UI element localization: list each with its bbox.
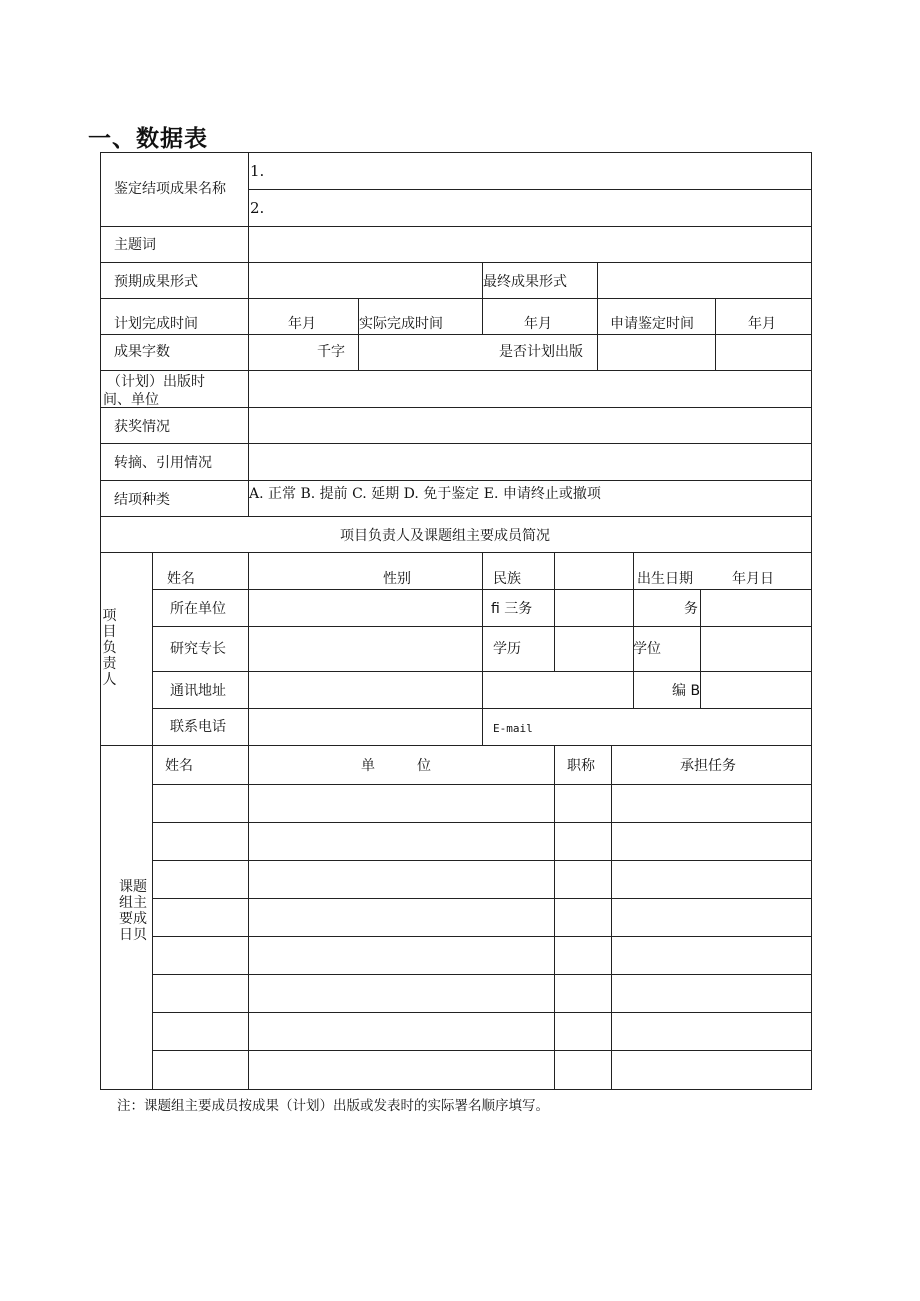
member-name-cell[interactable] (153, 937, 248, 974)
actual-time-value[interactable]: 年月 (524, 316, 552, 332)
result-name-label: 鉴定结项成果名称 (114, 181, 226, 197)
member-title-cell[interactable] (555, 785, 611, 822)
member-unit-cell[interactable] (249, 823, 554, 860)
member-title-cell[interactable] (555, 861, 611, 898)
member-unit-cell[interactable] (249, 861, 554, 898)
citation-label: 转摘、引用情况 (114, 455, 212, 471)
members-name-header: 姓名 (165, 758, 193, 774)
member-name-cell[interactable] (153, 899, 248, 936)
leader-postcode-label: 编 B (672, 683, 701, 699)
leader-ethnicity-label: 民族 (493, 571, 521, 587)
grid-line (482, 552, 483, 745)
members-task-header: 承担任务 (680, 758, 736, 774)
leader-unit-label: 所在单位 (170, 601, 226, 617)
final-form-cell[interactable] (598, 263, 811, 298)
word-count-unit[interactable]: 千字 (317, 344, 345, 360)
grid-line (482, 298, 483, 334)
member-task-cell[interactable] (612, 785, 811, 822)
member-title-cell[interactable] (555, 1051, 611, 1088)
member-unit-cell[interactable] (249, 975, 554, 1012)
final-form-label: 最终成果形式 (483, 274, 567, 290)
result-name-item-2: 2. (250, 199, 265, 217)
member-title-cell[interactable] (555, 937, 611, 974)
member-title-cell[interactable] (555, 1013, 611, 1050)
member-unit-cell[interactable] (249, 1013, 554, 1050)
publish-info-label-line1: （计划）出版时 (107, 374, 205, 390)
word-count-label: 成果字数 (114, 344, 170, 360)
result-name-item-1: 1. (250, 162, 265, 180)
category-options[interactable]: A. 正常 B. 提前 C. 延期 D. 免于鉴定 E. 申请终止或撤项 (249, 486, 601, 502)
grid-line (100, 745, 812, 746)
member-task-cell[interactable] (612, 975, 811, 1012)
leader-specialty-label: 研究专长 (170, 641, 226, 657)
leader-post-label-a: fi 三务 (491, 601, 533, 617)
publish-info-label-line2: 间、单位 (103, 392, 159, 408)
result-name-1-cell[interactable] (268, 153, 811, 189)
leader-address-label: 通讯地址 (170, 683, 226, 699)
plan-time-value[interactable]: 年月 (288, 316, 316, 332)
grid-line (811, 152, 812, 1090)
keywords-label: 主题词 (114, 237, 156, 253)
grid-line (700, 589, 701, 708)
member-task-cell[interactable] (612, 899, 811, 936)
member-name-cell[interactable] (153, 823, 248, 860)
leader-name-label: 姓名 (167, 571, 195, 587)
member-unit-cell[interactable] (249, 1051, 554, 1088)
footnote: 注：课题组主要成员按成果（计划）出版或发表时的实际署名顺序填写。 (117, 1098, 549, 1114)
publish-plan-cell[interactable] (598, 335, 715, 370)
grid-line (715, 298, 716, 370)
member-task-cell[interactable] (612, 937, 811, 974)
section-header: 项目负责人及课题组主要成员简况 (340, 528, 550, 544)
leader-degree-label: 学位 (633, 641, 661, 657)
grid-line (100, 516, 812, 517)
leader-post-label-b: 务 (684, 601, 698, 617)
leader-side-label: 项目负责人 (102, 608, 117, 688)
member-task-cell[interactable] (612, 861, 811, 898)
data-table (100, 152, 812, 1090)
leader-name-cell[interactable] (249, 553, 309, 589)
grid-line (100, 298, 812, 299)
leader-phone-cell[interactable] (249, 709, 482, 745)
leader-email-label: E-mail (493, 722, 533, 735)
leader-phone-label: 联系电话 (170, 719, 226, 735)
leader-address-cell[interactable] (249, 672, 633, 708)
member-name-cell[interactable] (153, 1051, 248, 1088)
members-side-label: 课题组主要成日贝 (119, 879, 147, 943)
grid-line (633, 552, 634, 708)
grid-line (100, 1089, 812, 1090)
member-name-cell[interactable] (153, 975, 248, 1012)
section-title: 一、数据表 (88, 126, 208, 152)
leader-birth-label: 出生日期 (637, 571, 693, 587)
expected-form-cell[interactable] (249, 263, 482, 298)
leader-gender-label: 性别 (383, 571, 411, 587)
grid-line (358, 298, 359, 370)
apply-time-value[interactable]: 年月 (748, 316, 776, 332)
member-name-cell[interactable] (153, 861, 248, 898)
member-unit-cell[interactable] (249, 785, 554, 822)
members-unit-header: 单 位 (361, 758, 431, 774)
members-title-header: 职称 (567, 758, 595, 774)
publish-plan-label: 是否计划出版 (499, 344, 583, 360)
keywords-cell[interactable] (249, 227, 811, 262)
grid-line (554, 552, 555, 671)
apply-time-label: 申请鉴定时间 (610, 316, 694, 332)
grid-line (100, 480, 812, 481)
expected-form-label: 预期成果形式 (114, 274, 198, 290)
awards-cell[interactable] (249, 408, 811, 443)
member-task-cell[interactable] (612, 1051, 811, 1088)
grid-line (100, 552, 812, 553)
member-unit-cell[interactable] (249, 899, 554, 936)
leader-email-cell[interactable] (555, 709, 811, 745)
actual-time-label: 实际完成时间 (359, 316, 443, 332)
member-unit-cell[interactable] (249, 937, 554, 974)
member-task-cell[interactable] (612, 1013, 811, 1050)
member-title-cell[interactable] (555, 975, 611, 1012)
member-name-cell[interactable] (153, 1013, 248, 1050)
awards-label: 获奖情况 (114, 419, 170, 435)
plan-time-label: 计划完成时间 (114, 316, 198, 332)
leader-unit-cell[interactable] (249, 590, 482, 626)
grid-line (100, 152, 101, 1090)
result-name-2-cell[interactable] (268, 190, 811, 226)
member-title-cell[interactable] (555, 823, 611, 860)
member-title-cell[interactable] (555, 899, 611, 936)
leader-birth-value[interactable]: 年月日 (732, 571, 774, 587)
citation-cell[interactable] (249, 444, 811, 480)
member-name-cell[interactable] (153, 785, 248, 822)
member-task-cell[interactable] (612, 823, 811, 860)
category-label: 结项种类 (114, 492, 170, 508)
leader-education-label: 学历 (493, 641, 521, 657)
publish-info-cell[interactable] (249, 371, 811, 407)
